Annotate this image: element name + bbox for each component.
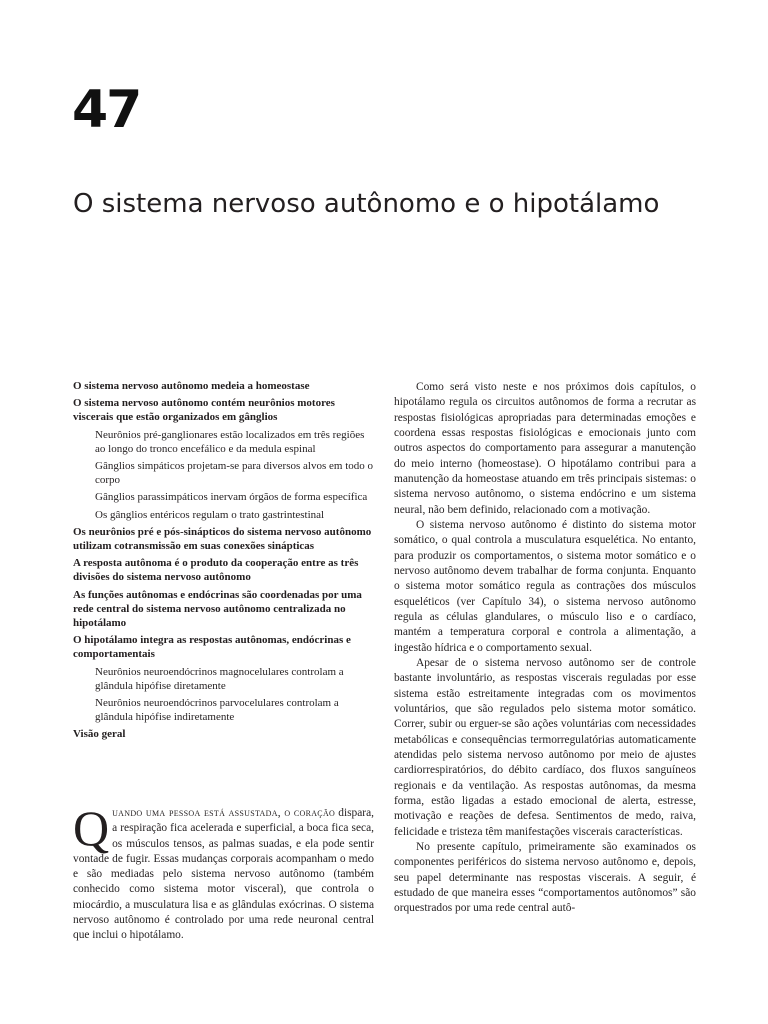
outline-subitem: Neurônios neuroendócrinos parvocelulares controlam a glândula hipófise indiretamente — [95, 697, 339, 724]
outline-item: Os neurônios pré e pós-sinápticos do sistema nervoso autônomo utilizam cotransmissão em suas conexões sinápticas — [73, 525, 372, 553]
outline-item: O sistema nervoso autônomo medeia a homeostase — [73, 380, 310, 392]
outline-item: As funções autônomas e endócrinas são coordenadas por uma rede central do sistema nervoso autônomo centralizada no hipotálamo — [73, 588, 362, 630]
body-column — [394, 380, 696, 916]
intro-smallcaps: uando uma pessoa está assustada, o coração — [112, 807, 336, 819]
outline-subitem: Gânglios simpáticos projetam-se para diversos alvos em todo o corpo — [95, 460, 373, 487]
chapter-number: 47 — [72, 80, 141, 140]
intro-text: dispara, a respiração fica acelerada e superficial, a boca fica seca, os músculos tensos, as palmas suadas, e ela pode sentir vontade de fugir. Essas mudanças corporais acompanham o medo e são mediadas pelo sistema nervoso autônomo (também conhecido como sistema motor visceral), que controla o miocárdio, a musculatura lisa e as glândulas exócrinas. O sistema nervoso autônomo é controlado por uma rede neuronal central que inclui o hipotálamo. — [73, 807, 374, 942]
outline-item: A resposta autônoma é o produto da cooperação entre as três divisões do sistema nervoso autônomo — [73, 557, 359, 584]
intro-paragraph — [73, 800, 374, 944]
outline-item: O hipotálamo integra as respostas autônomas, endócrinas e comportamentais — [73, 634, 351, 661]
chapter-title: O sistema nervoso autônomo e o hipotálamo — [73, 189, 660, 219]
body-paragraph: Como será visto neste e nos próximos dois capítulos, o hipotálamo regula os circuitos autônomos de forma a recrutar as respostas fisiológicas apropriadas para determinadas emoções e coordena essas respostas fisiológicas e emocionais junto com outros aspectos do comportamento para assegurar a manutenção do meio interno (homeostase). O hipotálamo contribui para a manutenção da homeostase atuando em três principais sistemas: o sistema nervoso autônomo, o sistema endócrino e um sistema neural, não bem definido, relacionado com a motivação. — [394, 381, 696, 516]
outline-subitem: Os gânglios entéricos regulam o trato gastrintestinal — [95, 508, 325, 521]
body-paragraph: No presente capítulo, primeiramente são examinados os componentes periféricos do sistema nervoso autônomo e, depois, seu papel determinante nas respostas viscerais. A seguir, é estudado de que maneira esses “comportamentos autônomos” são orquestrados por uma rede central autô- — [394, 840, 696, 915]
outline-subitem: Neurônios pré-ganglionares estão localizados em três regiões ao longo do tronco encefálico e da medula espinal — [95, 428, 365, 455]
body-paragraph: O sistema nervoso autônomo é distinto do sistema motor somático, o qual controla a musculatura esquelética. No entanto, para produzir os comportamentos, o sistema motor somático e o nervoso autônomo devem trabalhar de forma conjunta. Enquanto o sistema motor somático regula as contrações dos músculos esqueléticos (ver Capítulo 34), o sistema nervoso autônomo regula as células glandulares, o músculo liso e o cardíaco, mantém a temperatura corporal e controla a alimentação, a ingestão hídrica e o comportamento sexual. — [394, 518, 696, 654]
outline-subitem: Neurônios neuroendócrinos magnocelulares controlam a glândula hipófise diretamente — [95, 665, 344, 692]
drop-cap: Q — [73, 800, 110, 856]
outline-item: O sistema nervoso autônomo contém neurônios motores viscerais que estão organizados em gânglios — [73, 397, 335, 424]
chapter-outline — [73, 379, 373, 745]
body-paragraph: Apesar de o sistema nervoso autônomo ser de controle bastante involuntário, as respostas viscerais reguladas por esse sistema estão estreitamente integradas com os movimentos voluntários, que são regulados pelo sistema motor somático. Correr, subir ou erguer-se são ações voluntárias com necessidades metabólicas e consequências termorregulatórias automaticamente atendidas pelo sistema nervoso autônomo por meio de ajustes cardiorrespiratórios, do débito cardíaco, dos fluxos sanguíneos regionais e da ventilação. As respostas autônomas, da mesma forma, estão ligadas a estado emocional de alerta, estresse, motivação e reações de defesa. Sentimentos de medo, raiva, felicidade e tristeza têm manifestações viscerais características. — [394, 656, 696, 838]
outline-item: Visão geral — [73, 728, 126, 741]
outline-subitem: Gânglios parassimpáticos inervam órgãos de forma específica — [95, 491, 368, 504]
